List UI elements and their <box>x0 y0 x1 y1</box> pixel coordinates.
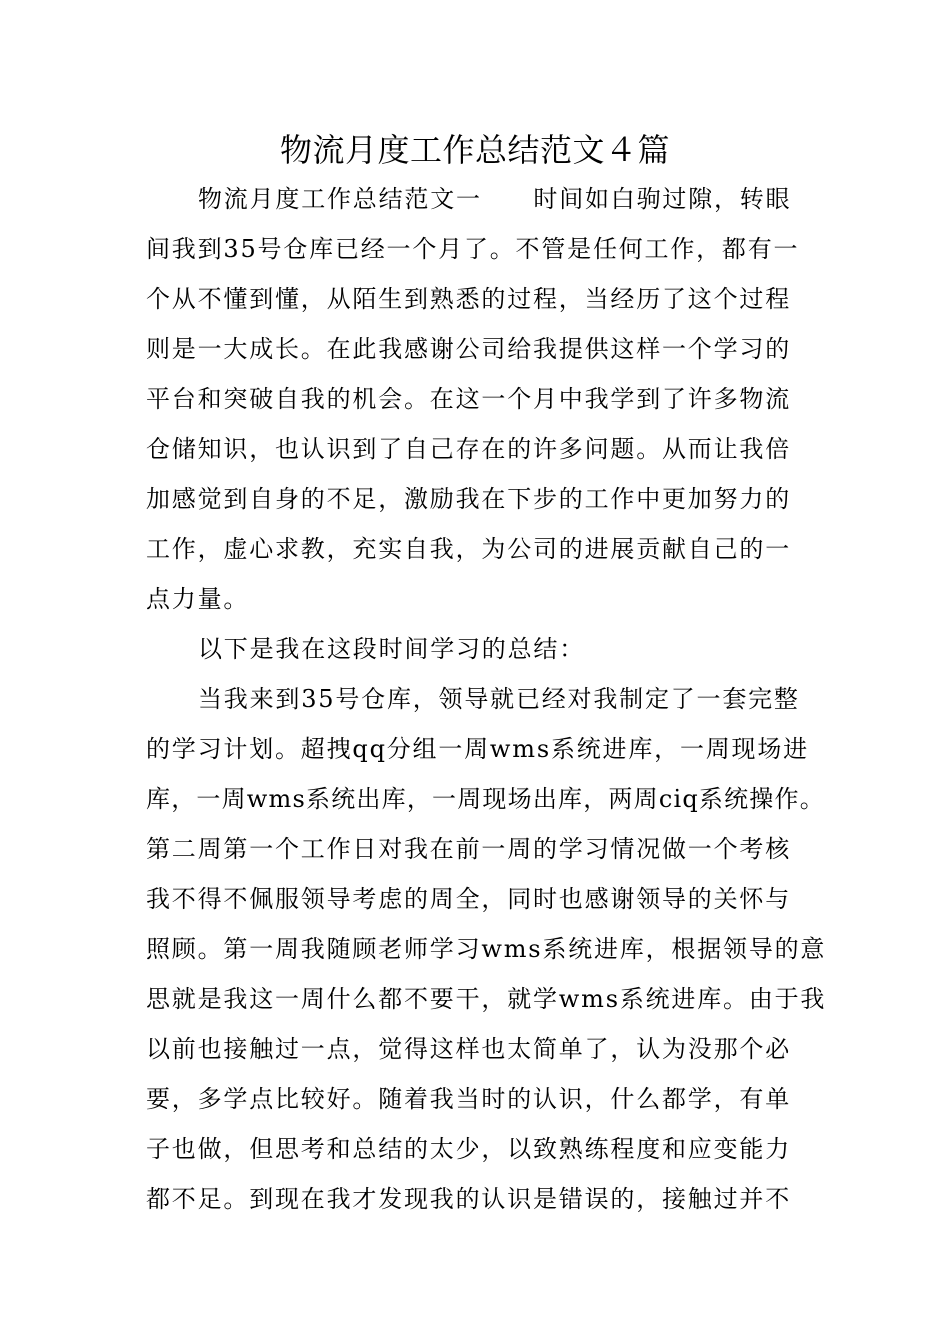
paragraph-line: 第二周第一个工作日对我在前一周的学习情况做一个考核 <box>146 835 791 863</box>
paragraph-line: 加感觉到自身的不足，激励我在下步的工作中更加努力的 <box>146 485 791 513</box>
paragraph-line: 思就是我这一周什么都不要干，就学wms系统进库。由于我 <box>146 985 827 1013</box>
paragraph-line: 以下是我在这段时间学习的总结： <box>198 635 585 663</box>
paragraph-line: 当我来到35号仓库，领导就已经对我制定了一套完整 <box>198 685 800 713</box>
paragraph-line: 都不足。到现在我才发现我的认识是错误的，接触过并不 <box>146 1185 791 1213</box>
paragraph-line: 个从不懂到懂，从陌生到熟悉的过程，当经历了这个过程 <box>146 285 791 313</box>
paragraph-line: 间我到35号仓库已经一个月了。不管是任何工作，都有一 <box>146 235 800 263</box>
paragraph-line: 库，一周wms系统出库，一周现场出库，两周ciq系统操作。 <box>146 785 825 813</box>
paragraph-line: 工作，虚心求教，充实自我，为公司的进展贡献自己的一 <box>146 535 791 563</box>
paragraph-line: 照顾。第一周我随顾老师学习wms系统进库，根据领导的意 <box>146 935 827 963</box>
paragraph-line: 我不得不佩服领导考虑的周全，同时也感谢领导的关怀与 <box>146 885 791 913</box>
paragraph-line: 点力量。 <box>146 585 250 613</box>
document-title: 物流月度工作总结范文４篇 <box>279 131 670 169</box>
paragraph-line: 的学习计划。超拽qq分组一周wms系统进库，一周现场进 <box>146 735 809 763</box>
paragraph-line: 要，多学点比较好。随着我当时的认识，什么都学，有单 <box>146 1085 791 1113</box>
paragraph-line: 子也做，但思考和总结的太少，以致熟练程度和应变能力 <box>146 1135 791 1163</box>
paragraph-line: 以前也接触过一点，觉得这样也太简单了，认为没那个必 <box>146 1035 791 1063</box>
paragraph-line: 平台和突破自我的机会。在这一个月中我学到了许多物流 <box>146 385 791 413</box>
paragraph-line: 物流月度工作总结范文一 时间如白驹过隙，转眼 <box>198 185 792 213</box>
paragraph-line: 则是一大成长。在此我感谢公司给我提供这样一个学习的 <box>146 335 791 363</box>
paragraph-line: 仓储知识，也认识到了自己存在的许多问题。从而让我倍 <box>146 435 791 463</box>
